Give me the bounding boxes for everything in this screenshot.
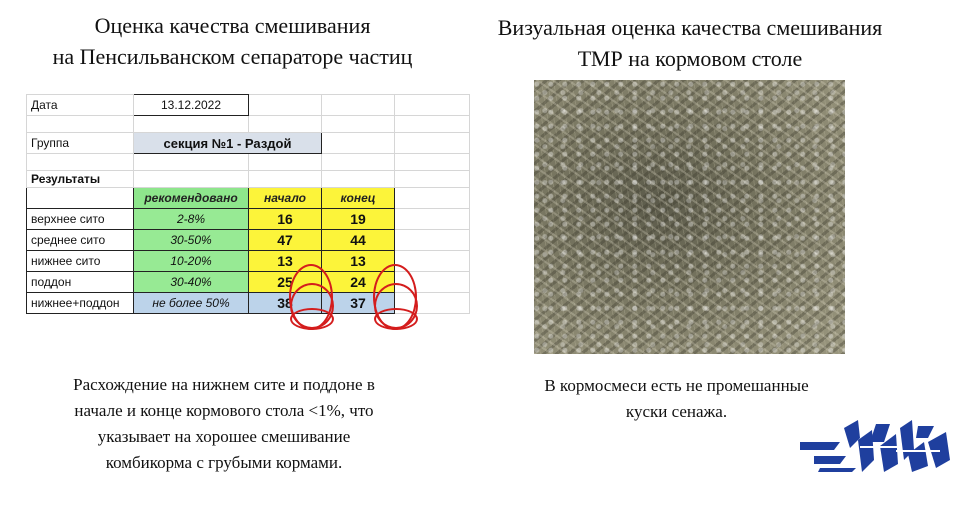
spacer-row [27,154,470,171]
end-cell: 24 [322,272,395,293]
date-value: 13.12.2022 [134,95,249,116]
date-row [27,95,470,116]
table-row [27,230,470,251]
end-cell: 44 [322,230,395,251]
row-label: среднее сито [27,230,134,251]
end-cell: 37 [322,293,395,314]
results-label: Результаты [27,171,134,188]
left-caption-line-1: Расхождение на нижнем сите и поддоне в [73,375,375,394]
group-value: секция №1 - Раздой [134,133,322,154]
end-cell: 13 [322,251,395,272]
left-title-line-1: Оценка качества смешивания [94,13,371,38]
left-caption-line-3: указывает на хорошее смешивание [97,427,351,446]
recommended-cell: 2-8% [134,209,249,230]
recommended-cell: не более 50% [134,293,249,314]
group-label: Группа [27,133,134,154]
row-label: нижнее сито [27,251,134,272]
highlight-ring-end-37 [374,308,418,330]
left-caption [20,372,428,476]
start-cell: 38 [249,293,322,314]
recommended-cell: 30-50% [134,230,249,251]
row-label: поддон [27,272,134,293]
right-caption-line-2: куски сенажа. [625,402,728,421]
start-cell: 13 [249,251,322,272]
spacer-row [27,116,470,133]
left-caption-line-4: комбикорма с грубыми кормами. [105,453,343,472]
table-row [27,209,470,230]
right-title-line-2: ТМР на кормовом столе [577,46,803,71]
header-recommended: рекомендовано [134,188,249,209]
highlight-ring-start-38 [290,308,334,330]
results-heading-row [27,171,470,188]
tmr-feed-photo [534,80,845,354]
right-title [455,12,925,74]
right-caption [484,373,869,425]
recommended-cell: 30-40% [134,272,249,293]
right-title-line-1: Визуальная оценка качества смешивания [497,15,883,40]
left-title-line-2: на Пенсильванском сепараторе частиц [52,44,413,69]
left-title [0,10,465,72]
recommended-cell: 10-20% [134,251,249,272]
end-cell: 19 [322,209,395,230]
company-logo [800,420,950,472]
left-caption-line-2: начале и конце кормового стола <1%, что [74,401,374,420]
start-cell: 16 [249,209,322,230]
column-header-row [27,188,470,209]
header-start: начало [249,188,322,209]
start-cell: 25 [249,272,322,293]
group-row [27,133,470,154]
start-cell: 47 [249,230,322,251]
header-end: конец [322,188,395,209]
date-label: Дата [27,95,134,116]
row-label: верхнее сито [27,209,134,230]
row-label: нижнее+поддон [27,293,134,314]
right-caption-line-1: В кормосмеси есть не промешанные [544,376,809,395]
